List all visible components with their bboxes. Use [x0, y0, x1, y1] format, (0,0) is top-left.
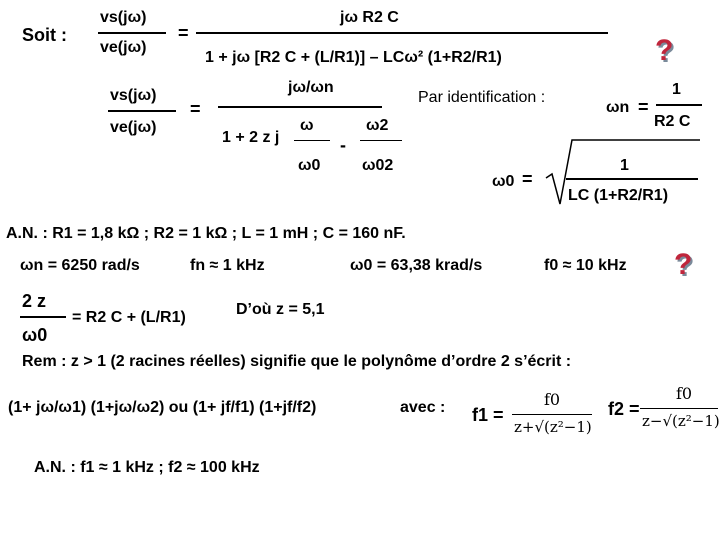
eq1-ve: ve(jω)	[100, 39, 147, 56]
f1-numerator: f0	[544, 390, 561, 409]
eq1-numerator: jω R2 C	[340, 9, 399, 26]
f2-label: f2 =	[608, 399, 640, 419]
eq1-left-fraction-bar	[98, 32, 166, 34]
eq2-vs: vs(jω)	[110, 87, 157, 104]
w0-equals: =	[522, 169, 533, 189]
w0-numerator: 1	[620, 157, 629, 174]
identification-label: Par identification :	[418, 89, 546, 106]
eq2-left-fraction-bar	[108, 110, 176, 112]
soit-label: Soit :	[22, 25, 67, 45]
f1-fraction-bar	[512, 414, 592, 415]
eq2-sq-den: ω02	[362, 157, 394, 174]
an-f1-f2: A.N. : f1 ≈ 1 kHz ; f2 ≈ 100 kHz	[34, 459, 260, 476]
eq2-den-start: 1 + 2 z j	[222, 129, 280, 146]
eq2-minus: -	[340, 135, 346, 155]
eq2-sq-num: ω2	[366, 117, 389, 134]
f0-value: f0 ≈ 10 kHz	[544, 257, 627, 274]
remark-line: Rem : z > 1 (2 racines réelles) signifie que le polynôme d’ordre 2 s’écrit :	[22, 353, 572, 370]
twoz-numerator: 2 z	[22, 291, 47, 311]
eq2-sq-bar	[360, 140, 402, 141]
w0-denominator: LC (1+R2/R1)	[568, 187, 669, 204]
wn-label: ωn	[606, 99, 630, 116]
twoz-denominator: ω0	[22, 325, 48, 345]
eq2-small-bar	[294, 140, 330, 141]
twoz-rhs: = R2 C + (L/R1)	[72, 309, 186, 326]
f2-numerator: f0	[676, 384, 693, 403]
w0-label: ω0	[492, 173, 515, 190]
wn-equals: =	[638, 97, 649, 117]
f2-denominator: z−√(z²−1)	[642, 412, 720, 430]
f1-denominator: z+√(z²−1)	[514, 418, 592, 436]
question-mark-icon: ?	[655, 34, 674, 67]
eq2-small-num: ω	[300, 117, 314, 134]
eq1-equals: =	[178, 23, 189, 43]
f1-label: f1 =	[472, 405, 504, 425]
eq2-main-fraction-bar	[218, 106, 382, 108]
w0-value: ω0 = 63,38 krad/s	[350, 257, 483, 274]
question-mark-icon-2: ?	[674, 248, 693, 281]
eq2-small-den: ω0	[298, 157, 321, 174]
eq2-numerator: jω/ωn	[288, 79, 334, 96]
factor-line: (1+ jω/ω1) (1+jω/ω2) ou (1+ jf/f1) (1+jf/f2)	[8, 399, 317, 416]
w0-fraction-bar	[566, 178, 698, 180]
wn-numerator: 1	[672, 81, 681, 98]
eq1-vs: vs(jω)	[100, 9, 147, 26]
eq2-equals: =	[190, 99, 201, 119]
wn-fraction-bar	[656, 104, 702, 106]
eq1-denominator: 1 + jω [R2 C + (L/R1)] – LCω² (1+R2/R1)	[205, 49, 502, 66]
eq2-ve: ve(jω)	[110, 119, 157, 136]
fn-value: fn ≈ 1 kHz	[190, 257, 265, 274]
wn-value: ωn = 6250 rad/s	[20, 257, 140, 274]
an-parameters: A.N. : R1 = 1,8 kΩ ; R2 = 1 kΩ ; L = 1 mH ; C = 160 nF.	[6, 225, 406, 242]
z-result: D’où z = 5,1	[236, 301, 325, 318]
wn-denominator: R2 C	[654, 113, 691, 130]
avec-label: avec :	[400, 399, 446, 416]
twoz-fraction-bar	[20, 316, 66, 318]
eq1-main-fraction-bar	[196, 32, 608, 34]
f2-fraction-bar	[640, 408, 718, 409]
